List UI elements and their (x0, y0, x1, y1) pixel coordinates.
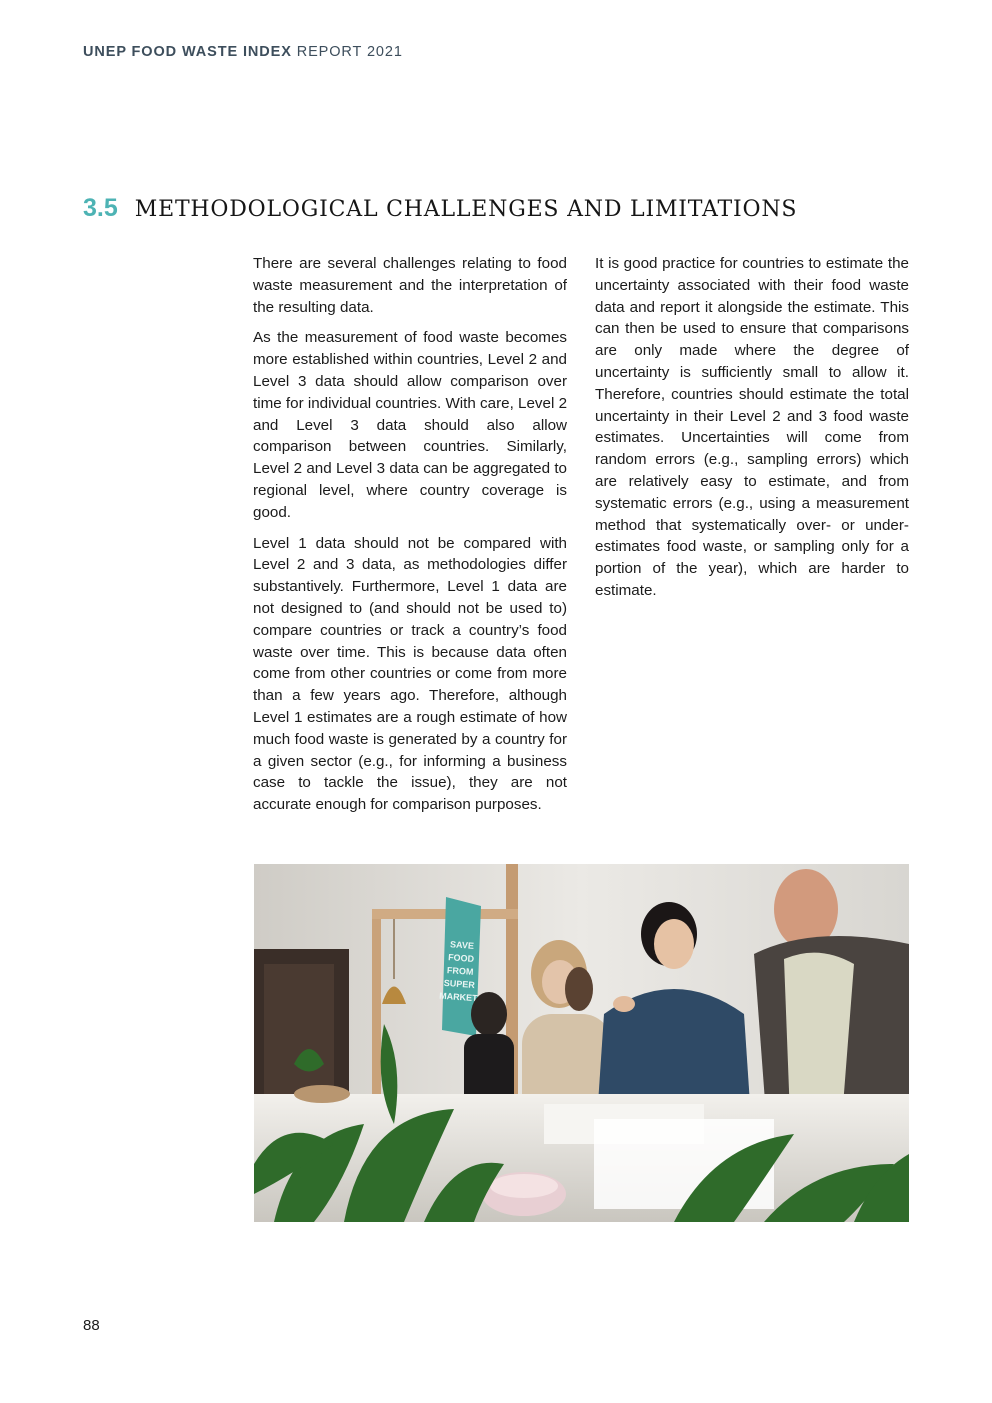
banner-line: FROM (446, 965, 474, 977)
running-header (83, 44, 403, 60)
section-heading (83, 194, 797, 223)
text-column-left (253, 253, 567, 825)
paragraph: As the measurement of food waste becomes more established within countries, Level 2 and Level 3 data should allow comparison over time for individual countries. With care, Level 2 and Level 3 data should also allow comparison between countries. Similarly, Level 2 and Level 3 data can be aggregated to regional level, where country coverage is good. (253, 329, 568, 521)
section-title: METHODOLOGICAL CHALLENGES AND LIMITATIONS (134, 197, 798, 222)
photo-illustration (254, 864, 909, 1222)
bread-loaf (294, 1085, 350, 1103)
text-column-right (595, 253, 909, 611)
report-title-bold: UNEP FOOD WASTE INDEX (83, 44, 292, 60)
paragraph: There are several challenges relating to food waste measurement and the interpretation of the resulting data. (253, 255, 567, 316)
banner-line: FOOD (447, 952, 475, 964)
banner-line: SAVE (449, 939, 475, 951)
banner-line: MARKET (438, 990, 478, 1004)
section-number: 3.5 (83, 194, 118, 222)
wooden-frame-beam (372, 909, 518, 919)
paragraph: It is good practice for countries to estimate the uncertainty associated with their food waste data and report it alongside the estimate. This can then be used to ensure that comparisons are only made where the degree of uncertainty is sufficiently small to allow it. Therefore, countries should estimate the total uncertainty in their Level 2 and 3 food waste estimates. Uncertainties will come from random errors (e.g., sampling errors) which are relatively easy to estimate, and from systematic errors (e.g., using a measurement method that systematically over- or under-estimates food waste, or sampling only for a portion of the year), which are harder to estimate. (595, 255, 909, 599)
report-title-regular: REPORT 2021 (296, 44, 403, 60)
banner-line: SUPER (443, 977, 476, 991)
page-number: 88 (83, 1317, 100, 1334)
paragraph: Level 1 data should not be compared with Level 2 and 3 data, as methodologies differ substantively. Furthermore, Level 1 data are not designed to (and should not be used to) compare countries or track a country’s food waste over time. This is because data often come from other countries or come from more than a few years ago. Therefore, although Level 1 estimates are a rough estimate of how much food waste is generated by a country for a given sector (e.g., for informing a business case to tackle the issue), they are not accurate enough for comparison purposes. (253, 534, 567, 814)
person (471, 992, 507, 1036)
event-photo (254, 864, 909, 1222)
